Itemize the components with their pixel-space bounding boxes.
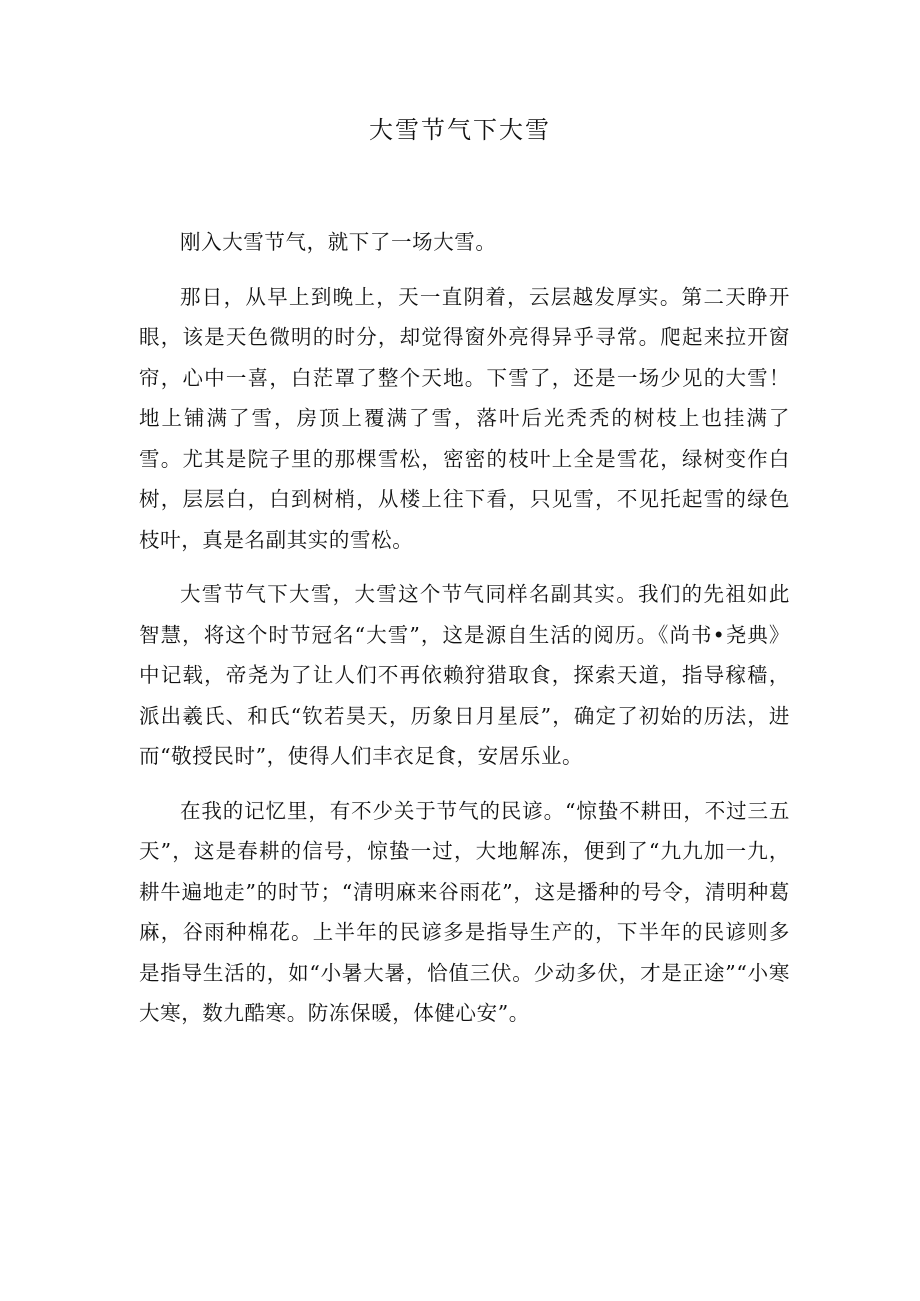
document-title: 大雪节气下大雪 — [369, 116, 551, 144]
paragraph: 大雪节气下大雪，大雪这个节气同样名副其实。我们的先祖如此智慧，将这个时节冠名“大雪”，这是源自生活的阅历。《尚书•尧典》中记载，帝尧为了让人们不再依赖狩猎取食，探索天道，指导稼穑，派出羲氏、和氏“钦若昊天，历象日月星辰”，确定了初始的历法，进而“敬授民时”，使得人们丰衣足食，安居乐业。 — [139, 582, 790, 768]
paragraph: 那日，从早上到晚上，天一直阴着，云层越发厚实。第二天睁开眼，该是天色微明的时分，却觉得窗外亮得异乎寻常。爬起来拉开窗帘，心中一喜，白茫罩了整个天地。下雪了，还是一场少见的大雪！地上铺满了雪，房顶上覆满了雪，落叶后光秃秃的树枝上也挂满了雪。尤其是院子里的那棵雪松，密密的枝叶上全是雪花，绿树变作白树，层层白，白到树梢，从楼上往下看，只见雪，不见托起雪的绿色枝叶，真是名副其实的雪松。 — [139, 284, 790, 552]
document-body — [139, 222, 790, 1048]
paragraph: 刚入大雪节气，就下了一场大雪。 — [180, 230, 497, 254]
paragraph: 在我的记忆里，有不少关于节气的民谚。“惊蛰不耕田，不过三五天”，这是春耕的信号，惊蛰一过，大地解冻，便到了“九九加一九，耕牛遍地走”的时节；“清明麻来谷雨花”，这是播种的号令，清明种葛麻，谷雨种棉花。上半年的民谚多是指导生产的，下半年的民谚则多是指导生活的，如“小暑大暑，恰值三伏。少动多伏，才是正途”“小寒大寒，数九酷寒。防冻保暖，体健心安”。 — [139, 798, 790, 1025]
